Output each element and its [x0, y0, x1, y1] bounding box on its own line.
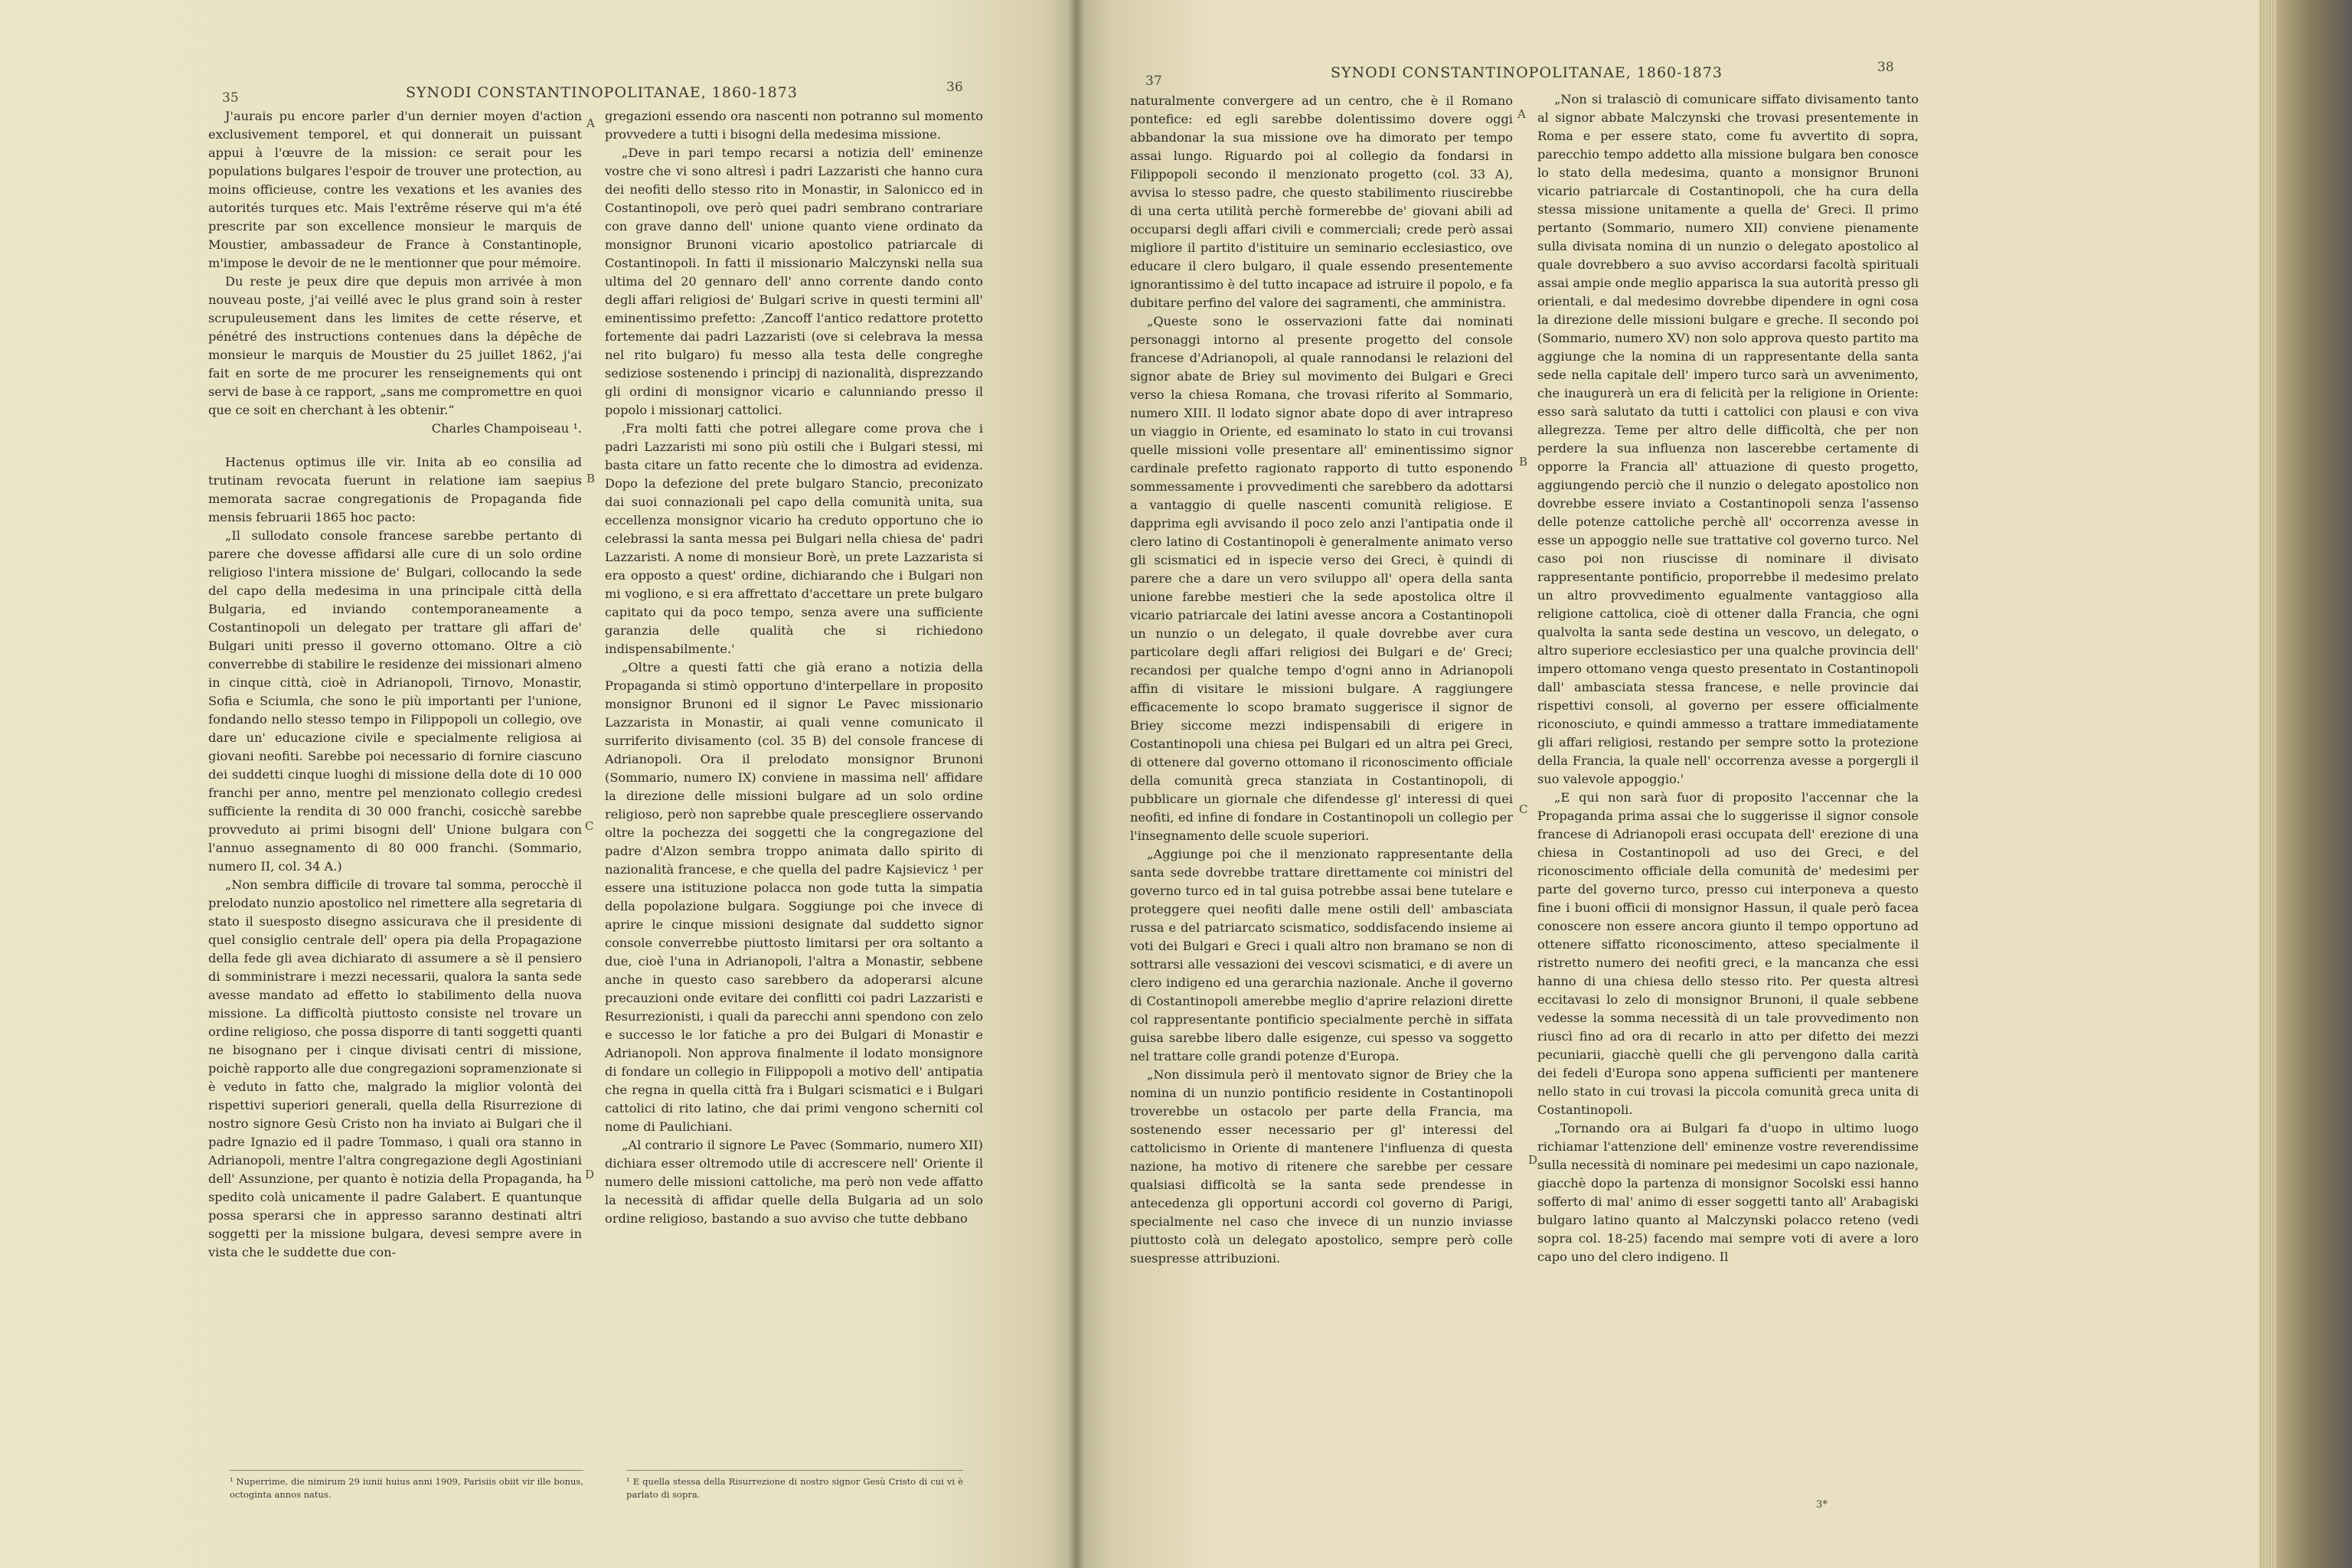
margin-letter-c: C — [585, 819, 594, 833]
paragraph: „Non si tralasciò di comunicare siffato divisamento tanto al signor abbate Malczynski che trovasi presentemente in Roma e per essere stato, come fu avvertito di sopra, parecchio tempo addetto alla missione bulgara ben conosce lo stato della medesima, quanto a monsignor Brunoni vicario patriarcale di Costantinopoli, che ha cura della stessa missione unitamente a quella de' Greci. Il primo pertanto (Sommario, numero XII) conviene pienamente sulla divisata nomina di un nunzio o delegato apostolico al quale dovrebbero a suo avviso accordarsi facoltà spirituali assai ampie onde meglio apparisca la sua autorità presso gli orientali, e dal medesimo dovrebbe dipendere in ogni cosa la direzione delle missioni bulgare e greche. Il secondo poi (Sommario, numero XV) non solo approva questo partito ma aggiunge che la nomina di un rappresentante della santa sede nella capitale dell' impero turco sarà un avvenimento, che inaugurerà un era di felicità per la religione in Oriente: esso sarà salutato da tutti i cattolici con plausi e con viva allegrezza. Teme per altro delle difficoltà, che per non perdere la sua influenza non lascerebbe certamente di opporre la Francia all' attuazione di questo progetto, aggiungendo perciò che il nunzio o delegato apostolico non dovrebbe essere inviato a Costantinopoli senza l'assenso delle potenze cattoliche perchè all' occorrenza avesse in esse un appoggio nelle sue trattative col governo turco. Nel caso poi non riuscisse di nominare il divisato rappresentante pontificio, proporrebbe il medesimo prelato un altro provvedimento egualmente vantaggioso alla religione cattolica, cioè di ottener dalla Francia, che ogni qualvolta la santa sede destina un vescovo, un delegato, o altro superiore ecclesiastico per una qualche provincia dell' impero ottomano venga questo presentato in Costantinopoli dall' ambasciata stessa francese, e nelle provincie dai rispettivi consoli, al governo per essere officialmente riconosciuto, e quindi ammesso a trattare immediatamente gli affari religiosi, restando per sempre sotto la protezione della Francia, la quale nell' occorrenza avesse a porgergli il suo valevole appoggio.' — [1537, 92, 1919, 786]
column-number-38: 38 — [1877, 60, 1894, 75]
book-gutter — [1068, 0, 1085, 1568]
paragraph: „Oltre a questi fatti che già erano a notizia della Propaganda si stimò opportuno d'interpellare in proposito monsignor Brunoni ed il signor Le Pavec missionario Lazzarista in Monastir, ai quali venne comunicato il surriferito divisamento (col. 35 B) del console francese di Adrianopoli. Ora il prelodato monsignor Brunoni (Sommario, numero IX) conviene in massima nell' affidare la direzione delle missioni bulgare ad un solo ordine religioso, però non saprebbe quale prescegliere osservando oltre la pochezza dei soggetti che la congregazione del padre d'Alzon sembra troppo animata dallo spirito di nazionalità francese, e che quella del padre Kajsievicz ¹ per essere una istituzione polacca non gode tutta la simpatia della popolazione bulgara. Soggiunge poi che invece di aprire le cinque missioni designate dal suddetto signor console converrebbe piuttosto limitarsi per ora soltanto a due, cioè l'una in Adrianopoli, l'altra a Monastir, sebbene anche in questo caso sarebbero da adoperarsi alcune precauzioni onde evitare dei conflitti coi padri Lazzaristi e Resurrezionisti, i quali da parecchi anni spendono con zelo e successo le lor fatiche a pro dei Bulgari di Monastir e Adrianopoli. Non approva finalmente il lodato monsignore di fondare un collegio in Filippopoli a motivo dell' antipatia che regna in quella città fra i Bulgari scismatici e i Bulgari cattolici di rito latino, che dai primi vengono scherniti col nome di Paulichiani. — [605, 660, 983, 1134]
paragraph: J'aurais pu encore parler d'un dernier moyen d'action exclusivement temporel, et qui donnerait un puissant appui à l'œuvre de la mission: ce serait pour les populations bulgares l'espoir de trouver une protection, au moins officieuse, contre les vexations et les avanies des autorités turques etc. Mais l'extrême réserve qui m'a été prescrite par son excellence monsieur le marquis de Moustier, ambassadeur de France à Constantinople, m'impose le devoir de ne le mentionner que pour mémoire. — [208, 109, 582, 270]
paragraph: gregazioni essendo ora nascenti non potranno sul momento provvedere a tutti i bisogni della medesima missione. — [605, 109, 983, 142]
paragraph: ‚Fra molti fatti che potrei allegare come prova che i padri Lazzaristi mi sono più ostili che i Bulgari stessi, mi basta citare un fatto recente che lo dimostra ad evidenza. Dopo la defezione del prete bulgaro Stancio, preconizato dai suoi connazionali pel capo della comunità unita, sua eccellenza monsignor vicario ha creduto opportuno che io celebrassi la santa messa pei Bulgari nella chiesa de' padri Lazzaristi. A nome di monsieur Borè, un prete Lazzarista si era opposto a quest' ordine, dichiarando che i Bulgari non mi vogliono, e si era affrettato d'accettare un prete bulgaro capitato qui da poco tempo, senza avere una sufficiente garanzia delle qualità che si richiedono indispensabilmente.' — [605, 421, 983, 656]
paragraph: „Queste sono le osservazioni fatte dai nominati personaggi intorno al presente progetto del console francese d'Adrianopoli, al quale rannodansi le relazioni del signor abate de Briey sul movimento dei Bulgari e Greci verso la chiesa Romana, che trovasi riferito al Sommario, numero XIII. Il lodato signor abate dopo di aver intrapreso un viaggio in Oriente, ed esaminato lo stato in cui trovansi quelle missioni volle presentare all' eminentissimo signor cardinale prefetto ragionato rapporto di tutto esponendo sommessamente i provvedimenti che sarebbero da adottarsi a vantaggio di quelle nascenti comunità religiose. E dapprima egli avvisando il poco zelo anzi l'antipatia onde il clero latino di Costantinopoli è generalmente animato verso gli scismatici ed in ispecie verso dei Greci, è quindi di parere che a dare un vero sviluppo all' opera della santa unione farebbe mestieri che la sede apostolica oltre il vicario patriarcale dei latini avesse ancora a Costantinopoli un nunzio o un delegato, il quale dovrebbe aver cura particolare degli affari religiosi dei Bulgari e de' Greci; recandosi per qualche tempo d'ogni anno in Adrianopoli affin di visitare le missioni bulgare. A raggiungere efficacemente lo scopo bramato suggerisce il signor de Briey siccome mezzi indispensabili di erigere in Costantinopoli una chiesa pei Bulgari ed un altra pei Greci, di ottenere dal governo ottomano il riconoscimento officiale della comunità greca stanziata in Costantinopoli, di pubblicare un giornale che difendesse gl' interessi di quei neofiti, ed infine di fondare in Costantinopoli un collegio per l'insegnamento delle scuole superiori. — [1130, 314, 1513, 843]
column-37 — [1130, 92, 1513, 1268]
column-36 — [605, 107, 983, 1228]
margin-letter-c: C — [1519, 802, 1528, 816]
column-35 — [208, 107, 582, 1262]
paragraph: „Non sembra difficile di trovare tal somma, perocchè il prelodato nunzio apostolico nel rimettere alla segretaria di stato il suesposto disegno assicurava che il presidente di quel consiglio centrale dell' opera pia della Propagazione della fede gli avea dichiarato di assumere a sè il pensiero di somministrare i mezzi necessarii, qualora la santa sede avesse mandato ad effetto lo stabilimento della nuova missione. La difficoltà piuttosto consiste nel trovare un ordine religioso, che possa disporre di tanti soggetti quanti ne bisognano per i cinque divisati centri di missione, poichè rapporto alle due congregazioni sopramenzionate si è veduto in fatto che, malgrado la miglior volontà dei rispettivi superiori generali, quella della Risurrezione di nostro signore Gesù Cristo non ha inviato ai Bulgari che il padre Ignazio ed il padre Tommaso, i quali ora stanno in Adrianopoli, mentre l'altra congregazione degli Agostiniani dell' Assunzione, per quanto è notizia della Propaganda, ha spedito colà unicamente il padre Galabert. E quantunque possa sperarsi che in appresso saranno destinati altri soggetti per la missione bulgara, devesi sempre avere in vista che le suddette due con- — [208, 877, 582, 1259]
paragraph: „E qui non sarà fuor di proposito l'accennar che la Propaganda prima assai che lo suggerisse il signor console francese di Adrianopoli erasi occupata dell' erezione di una chiesa in Costantinopoli ad uso dei Greci, e del riconoscimento officiale della comunità de' medesimi per parte del governo turco, presso cui interponeva a questo fine i buoni officii di monsignor Hassun, il quale però facea conoscere non essere ancora giunto il tempo opportuno ad ottenere siffatto riconoscimento, atteso specialmente il ristretto numero dei neofiti greci, e la mancanza che essi hanno di una chiesa dello stesso rito. Per questa altresì eccitavasi lo zelo di monsignor Brunoni, il quale sebbene vedesse la somma necessità di un tale provvedimento non riuscì fino ad ora di recarlo in atto per difetto dei mezzi pecuniarii, giacchè quelli che gli pervengono dalla carità dei fedeli d'Europa sono appena sufficienti per mantenere nello stato in cui trovasi la piccola comunità greca unita di Costantinopoli. — [1537, 790, 1919, 1117]
margin-letter-d: D — [1528, 1153, 1538, 1167]
signature: Charles Champoiseau ¹. — [431, 421, 582, 436]
footnote-35: ¹ Nuperrime, die nimirum 29 iunii huius anni 1909, Parisiis obiit vir ille bonus, octoginta annos natus. — [230, 1470, 583, 1501]
column-number-35: 35 — [222, 90, 239, 106]
running-title-left: SYNODI CONSTANTINOPOLITANAE, 1860-1873 — [406, 84, 798, 101]
paragraph: Hactenus optimus ille vir. Inita ab eo consilia ad trutinam revocata fuerunt in relatione iam saepius memorata sacrae congregationis de Propaganda fide mensis februarii 1865 hoc pacto: — [208, 455, 582, 524]
column-38 — [1537, 90, 1919, 1266]
paragraph: „Al contrario il signore Le Pavec (Sommario, numero XII) dichiara esser oltremodo utile di accrescere nell' Oriente il numero delle missioni cattoliche, ma però non vede affatto la necessità di affidar quelle della Bulgaria ad un solo ordine religioso, bastando a suo avviso che tutte debbano — [605, 1138, 983, 1226]
paragraph: naturalmente convergere ad un centro, che è il Romano pontefice: ed egli sarebbe dolentissimo dovere oggi abbandonar la sua missione ove ha dimorato per tempo assai lungo. Riguardo poi al collegio da fondarsi in Filippopoli secondo il menzionato progetto (col. 33 A), avvisa lo stesso padre, che questo stabilimento riuscirebbe di una certa utilità perchè formerebbe de' giovani abili ad occuparsi degli affari civili e commerciali; crede però assai migliore il partito d'istituire un seminario ecclesiastico, ove educare il clero bulgaro, il quale essendo presentemente ignorantissimo è del tutto incapace ad istruire il popolo, e fa dubitare perfino del valore dei sagramenti, che amministra. — [1130, 93, 1513, 310]
margin-letter-d: D — [585, 1168, 595, 1181]
paragraph: „Il sullodato console francese sarebbe pertanto di parere che dovesse affidarsi alle cure di un solo ordine religioso l'intera missione de' Bulgari, collocando la sede del capo della medesima in una principale città della Bulgaria, ed inviando contemporaneamente a Costantinopoli un delegato per trattare gli affari de' Bulgari uniti presso il governo ottomano. Oltre a ciò converrebbe di stabilire le residenze dei missionari almeno in cinque città, cioè in Adrianopoli, Tirnovo, Monastir, Sofia e Sciumla, che sono le più importanti per l'unione, fondando nello stesso tempo in Filippopoli un collegio, ove dare un' educazione civile e specialmente religiosa ai giovani neofiti. Sarebbe poi necessario di fornire ciascuno dei suddetti cinque luoghi di missione della dote di 10 000 franchi per anno, mentre pel menzionato collegio credesi sufficiente la rendita di 30 000 franchi, cosicchè sarebbe provveduto ai primi bisogni dell' Unione bulgara con l'annuo assegnamento di 80 000 franchi. (Sommario, numero II, col. 34 A.) — [208, 528, 582, 874]
paragraph: „Tornando ora ai Bulgari fa d'uopo in ultimo luogo richiamar l'attenzione dell' eminenze vostre reverendissime sulla necessità di nominare pei medesimi un capo nazionale, giacchè dopo la partenza di monsignor Socolski essi hanno sofferto di mal' animo di esser soggetti tanto all' Arabagiski bulgaro latino quanto al Malczynski polacco reteno (vedi sopra col. 18-25) facendo mai sempre voti di avere a loro capo uno del clero indigeno. Il — [1537, 1121, 1919, 1264]
margin-letter-a: A — [586, 116, 595, 130]
column-number-36: 36 — [946, 80, 963, 95]
paragraph: „Aggiunge poi che il menzionato rappresentante della santa sede dovrebbe trattare direttamente coi ministri del governo turco ed in tal guisa potrebbe assai bene tutelare e proteggere quei neofiti dalle mene ostili dell' ambasciata russa e del patriarcato scismatico, soddisfacendo insieme ai voti dei Bulgari e Greci i quali altro non bramano se non di sottrarsi alle vessazioni dei vescovi scismatici, e di avere un clero indigeno ed una gerarchia nazionale. Anche il governo di Costantinopoli amerebbe meglio d'aprire relazioni dirette col rappresentante pontificio specialmente perchè in siffata guisa sarebbe libero dalle esigenze, cui spesso va soggetto nel trattare colle grandi potenze d'Europa. — [1130, 847, 1513, 1063]
signature-mark: 3* — [1816, 1499, 1828, 1511]
margin-letter-a: A — [1517, 107, 1526, 121]
margin-letter-b: B — [1519, 455, 1528, 469]
page-edges — [2259, 0, 2277, 1568]
paragraph: Du reste je peux dire que depuis mon arrivée à mon nouveau poste, j'ai veillé avec le plus grand soin à rester scrupuleusement dans les limites de cette réserve, et pénétré des instructions contenues dans la dépêche de monsieur le marquis de Moustier du 25 juillet 1862, j'ai fait en sorte de me procurer les renseignements qui ont servi de base à ce rapport, „sans me compromettre en quoi que ce soit en cherchant à les obtenir.“ — [208, 274, 582, 417]
margin-letter-b: B — [586, 472, 596, 485]
footnote-36: ¹ E quella stessa della Risurrezione di nostro signor Gesù Cristo di cui vi è parlato di sopra. — [626, 1470, 963, 1501]
paragraph: „Deve in pari tempo recarsi a notizia dell' eminenze vostre che vi sono altresì i padri Lazzaristi che hanno cura dei neofiti dello stesso rito in Monastir, in Salonicco ed in Costantinopoli, ove però quei padri sembrano contrariare con grave danno dell' unione quanto viene ordinato da monsignor Brunoni vicario apostolico patriarcale di Costantinopoli. In fatti il missionario Malczynski nella sua ultima del 20 gennaro dell' anno corrente dando conto degli affari religiosi de' Bulgari scrive in questi termini all' eminentissimo prefetto: ‚Zancoff l'antico redattore protetto fortemente dai padri Lazzaristi (ove si celebrava la messa nel rito bulgaro) fu messo alla testa delle congreghe sediziose sostenendo i principj di nazionalità, disprezzando gli ordini di monsignor vicario e calunniando presso il popolo i missionarj cattolici. — [605, 145, 983, 417]
column-number-37: 37 — [1145, 74, 1162, 89]
running-title-right: SYNODI CONSTANTINOPOLITANAE, 1860-1873 — [1331, 64, 1723, 81]
paragraph: „Non dissimula però il mentovato signor de Briey che la nomina di un nunzio pontificio residente in Costantinopoli troverebbe un ostacolo per parte della Francia, ma sostenendo esser necessario per gl' interessi del cattolicismo in Oriente di mantenere l'influenza di questa nazione, ha motivo di ritenere che sarebbe per cessare qualsiasi difficoltà se la santa sede prendesse in antecedenza gli opportuni accordi col governo di Parigi, specialmente nel caso che invece di un nunzio inviasse piuttosto colà un delegato apostolico, sempre però colle suespresse attribuzioni. — [1130, 1067, 1513, 1266]
